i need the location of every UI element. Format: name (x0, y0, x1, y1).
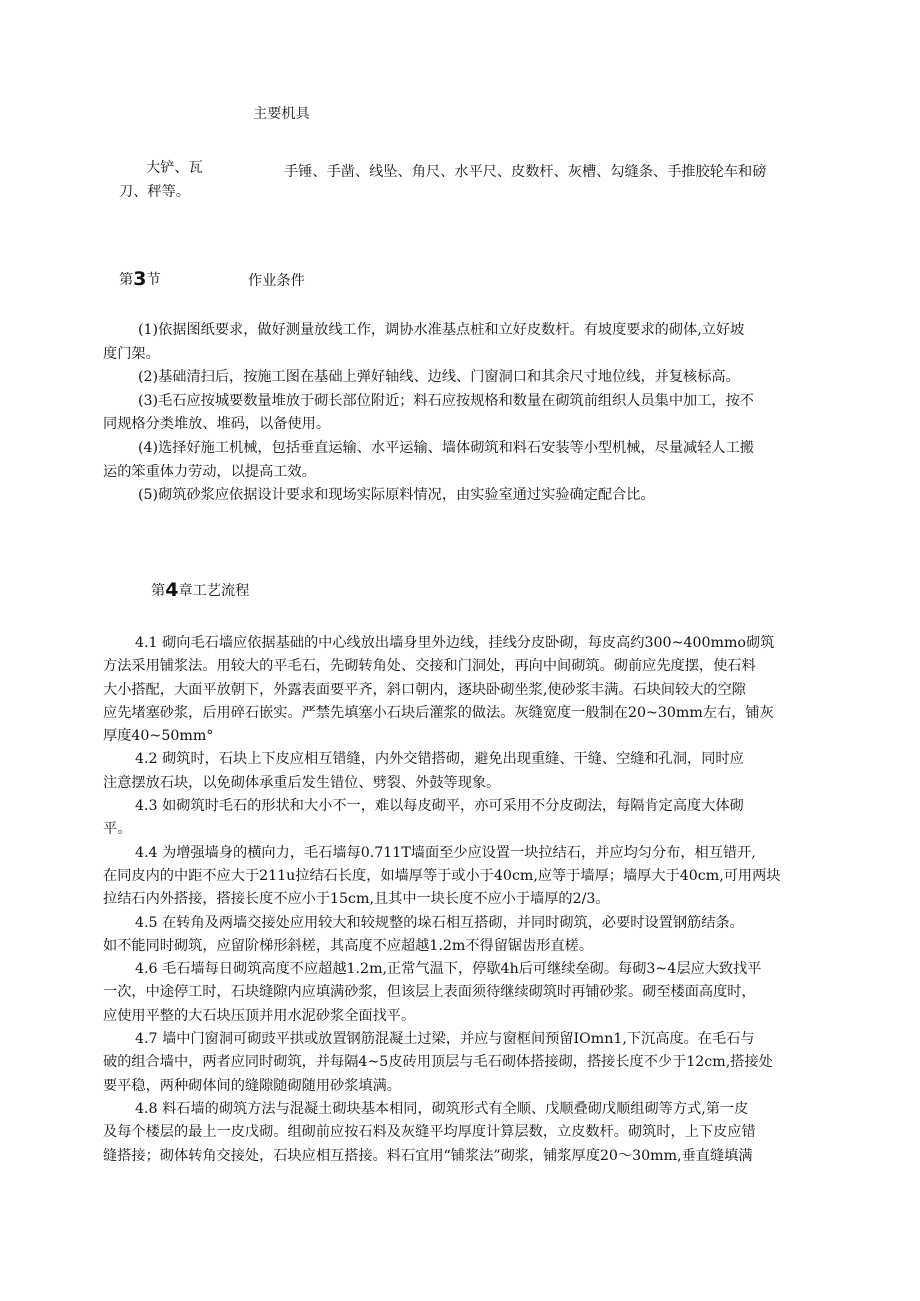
paragraph-line: 4.2 砌筑时，石块上下皮应相互错缝，内外交错搭砌，避免出现重缝、干缝、空缝和孔洞，同时应 (135, 751, 744, 768)
process-item-4-7 (103, 1028, 817, 1098)
chapter-4-number: 4 (165, 579, 179, 601)
paragraph-line: (2)基础清扫后，按施工图在基础上弹好轴线、边线、门窗洞口和其余尺寸地位线，并复核标高。 (138, 369, 740, 386)
process-item-4-2 (103, 748, 817, 795)
paragraph-line: 4.6 毛石墙每日砌筑高度不应超越1.2m,正常气温下，停歇4h后可继续垒砌。每砌3~4层应大致找平 (135, 961, 762, 978)
chapter-4-body (103, 632, 817, 1168)
section-3-prefix: 第 (119, 272, 134, 288)
paragraph-line: 平。 (103, 821, 132, 838)
condition-item-5 (103, 484, 817, 508)
paragraph-line: 在同皮内的中距不应大于211u拉结石长度，如墙厚等于或小于40cm,应等于墙厚；墙厚大于40cm,可用两块 (103, 867, 781, 884)
paragraph-line: 一次，中途停工时，石块缝隙内应填满砂浆，但该层上表面须待继续砌筑时再铺砂浆。砌至楼面高度时， (103, 984, 756, 1001)
paragraph-line: 拉结石内外搭接，搭接长度不应小于15cm,且其中一块长度不应小于墙厚的2/3。 (103, 891, 610, 908)
tools-text-part-c: 刀、秤等。 (119, 184, 190, 200)
paragraph-line: 破的组合墙中，两者应同时砌筑，并每隔4~5皮砖用顶层与毛石砌体搭接砌，搭接长度不少于12cm,搭接处 (103, 1054, 773, 1071)
chapter-4-title: 章工艺流程 (178, 583, 250, 599)
tools-text-part-b: 手锤、手凿、线坠、角尺、水平尺、皮数杆、灰槽、勾缝条、手推胶轮车和磅 (284, 164, 767, 180)
section-3-number: 3 (133, 268, 147, 290)
chapter-4-prefix: 第 (151, 583, 166, 599)
paragraph-line: (4)选择好施工机械，包括垂直运输、水平运输、墙体砌筑和料石安装等小型机械，尽量减轻人工搬 (138, 439, 754, 456)
section-3-label (119, 268, 161, 290)
process-item-4-8 (103, 1098, 817, 1168)
condition-item-2 (103, 366, 817, 390)
paragraph-line: 4.7 墙中门窗洞可砌豉平拱或放置钢筋混凝土过梁，并应与窗框间预留IOmn1,下沉高度。在毛石与 (135, 1031, 755, 1048)
condition-item-1 (103, 319, 817, 366)
paragraph-line: (5)砌筑砂浆应依据设计要求和现场实际原料情况，由实验室通过实验确定配合比。 (138, 487, 655, 504)
paragraph-line: 4.3 如砌筑时毛石的形状和大小不一，难以每皮砌平，亦可采用不分皮砌法，每隔肯定高度大体砌 (135, 798, 744, 815)
paragraph-line: 同规格分类堆放、堆码，以备使用。 (103, 416, 331, 433)
paragraph-line: 4.1 砌向毛石墙应依据基础的中心线放出墙身里外边线，挂线分皮卧砌，每皮高约300~400mmo砌筑 (135, 635, 775, 651)
paragraph-line: 度门架。 (103, 345, 160, 362)
paragraph-line: 厚度40~50mm° (103, 728, 214, 745)
paragraph-line: 如不能同时砌筑，应留阶梯形斜槎，其高度不应超越1.2m不得留锯齿形直槎。 (103, 937, 594, 954)
process-item-4-3 (103, 795, 817, 842)
paragraph-line: 及每个楼层的最上一皮戊砌。组砌前应按石料及灰缝平均厚度计算层数，立皮数杆。砌筑时，上下皮应错 (103, 1124, 756, 1141)
paragraph-line: 注意摆放石块，以免砌体承重后发生错位、劈裂、外鼓等现象。 (103, 774, 501, 791)
paragraph-line: 应先堵塞砂浆，后用碎石嵌实。严禁先填塞小石块后灌浆的做法。灰缝宽度一般制在20~30mm左右，铺灰 (103, 704, 774, 721)
section-3-body (103, 319, 817, 508)
paragraph-line: 4.8 料石墙的砌筑方法与混凝土砌块基本相同，砌筑形式有全顺、戊顺叠砌戊顺组砌等方式,第一皮 (135, 1100, 749, 1117)
paragraph-line: 方法采用铺浆法。用较大的平毛石，先砌转角处、交接和门洞处，再向中间砌筑。砌前应先度摆，使石料 (103, 658, 756, 675)
section-3-title: 作业条件 (248, 273, 305, 289)
paragraph-line: 运的笨重体力劳动，以提高工效。 (103, 463, 316, 480)
condition-item-3 (103, 390, 817, 437)
paragraph-line: 应使用平整的大石块压顶并用水泥砂浆全面找平。 (103, 1007, 416, 1024)
tools-heading: 主要机具 (253, 106, 310, 122)
paragraph-line: 缝搭接；砌体转角交接处，石块应相互搭接。料石宜用“铺浆法”砌浆，铺浆厚度20～30mm,垂直缝填满 (103, 1147, 753, 1164)
section-3-suffix: 节 (146, 272, 161, 288)
chapter-4-heading (151, 579, 249, 601)
paragraph-line: 大小搭配，大面平放朝下，外露表面要平齐，斜口朝内，逐块卧砌坐浆,使砂浆丰满。石块间较大的空隙 (103, 681, 746, 698)
process-item-4-6 (103, 958, 817, 1028)
tools-text-part-a: 大铲、瓦 (146, 160, 203, 176)
paragraph-line: 4.4 为增强墙身的横向力，毛石墙每0.711T墙面至少应设置一块拉结石，并应均匀分布，相互错开, (135, 844, 756, 861)
paragraph-line: (1)依据图纸要求，做好测量放线工作，调协水准基点桩和立好皮数杆。有坡度要求的砌体,立好坡 (138, 322, 745, 338)
process-item-4-4 (103, 842, 817, 912)
process-item-4-5 (103, 912, 817, 959)
paragraph-line: (3)毛石应按城要数量堆放于砌长部位附近；料石应按规格和数量在砌筑前组织人员集中加工，按不 (138, 392, 754, 409)
condition-item-4 (103, 437, 817, 484)
process-item-4-1 (103, 632, 817, 748)
paragraph-line: 要平稳，两种砌体间的缝隙随砌随用砂浆填满。 (103, 1077, 401, 1094)
paragraph-line: 4.5 在转角及两墙交接处应用较大和较规整的垛石相互搭砌，并同时砌筑，必要时设置钢筋结条。 (135, 914, 744, 931)
